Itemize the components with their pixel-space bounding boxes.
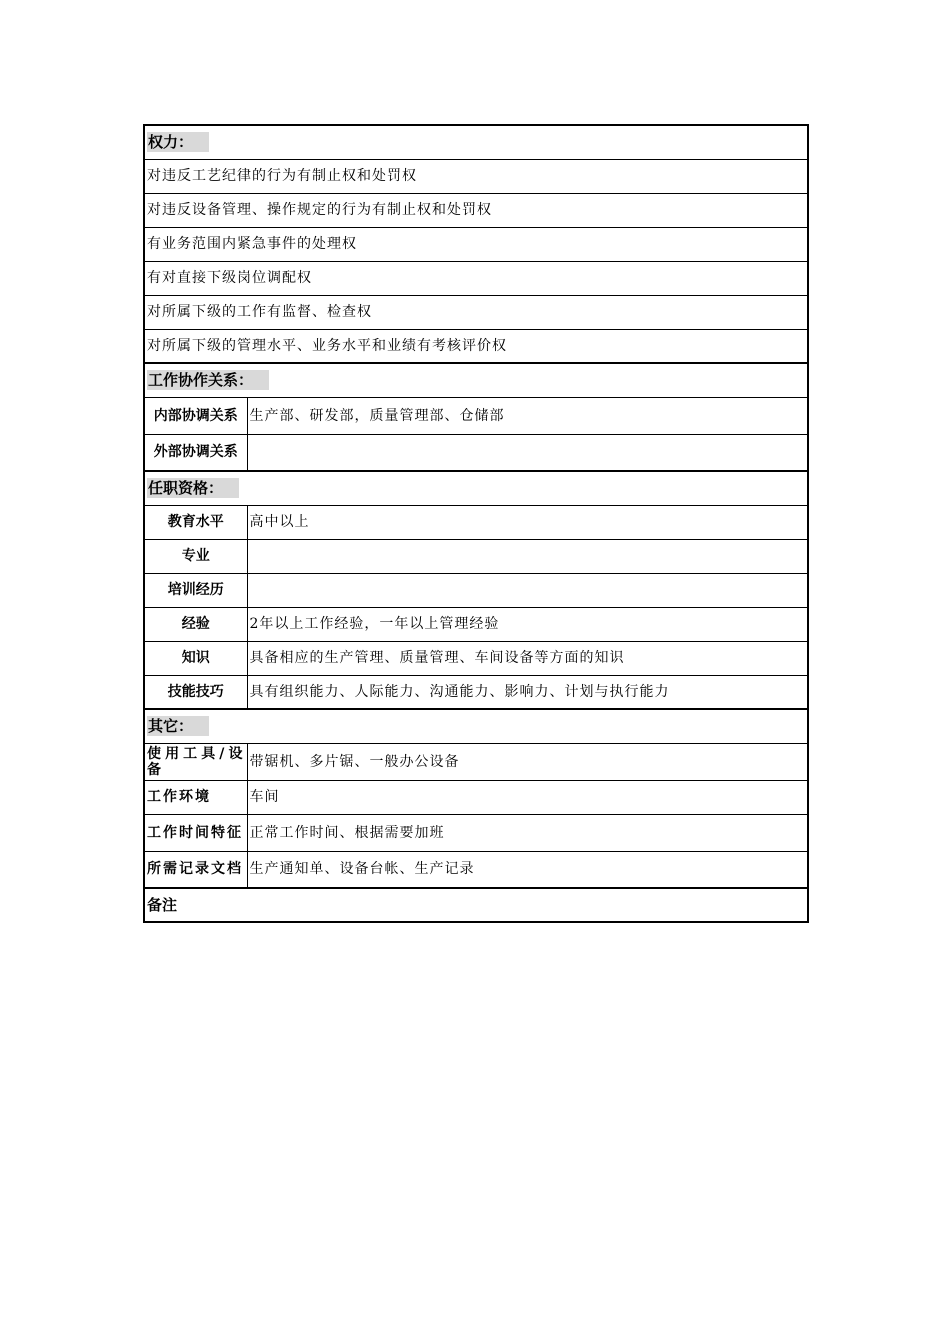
authority-item-text: 有对直接下级岗位调配权 (144, 261, 808, 295)
section-header-cooperation (144, 363, 808, 397)
other-label: 工作环境 (144, 780, 247, 814)
job-description-table (143, 124, 809, 923)
qualification-value: 具备相应的生产管理、质量管理、车间设备等方面的知识 (247, 641, 808, 675)
qualification-row (144, 641, 808, 675)
section-title-authority: 权力： (147, 132, 209, 152)
authority-item (144, 261, 808, 295)
qualification-label: 教育水平 (144, 505, 247, 539)
authority-item (144, 295, 808, 329)
authority-item (144, 193, 808, 227)
section-title-qualification: 任职资格： (147, 478, 239, 498)
qualification-row (144, 573, 808, 607)
section-header-authority (144, 125, 808, 159)
authority-item (144, 159, 808, 193)
qualification-value: 2年以上工作经验，一年以上管理经验 (247, 607, 808, 641)
section-header-qualification (144, 471, 808, 505)
section-header-other (144, 709, 808, 743)
qualification-value: 具有组织能力、人际能力、沟通能力、影响力、计划与执行能力 (247, 675, 808, 709)
other-value: 车间 (247, 780, 808, 814)
qualification-value (247, 573, 808, 607)
other-value: 带锯机、多片锯、一般办公设备 (247, 743, 808, 780)
other-row (144, 851, 808, 888)
other-label: 工作时间特征 (144, 814, 247, 851)
qualification-row (144, 539, 808, 573)
qualification-label: 专业 (144, 539, 247, 573)
cooperation-value (247, 434, 808, 471)
other-value: 生产通知单、设备台帐、生产记录 (247, 851, 808, 888)
section-title-remarks: 备注 (144, 888, 808, 922)
cooperation-row (144, 397, 808, 434)
authority-item (144, 329, 808, 363)
authority-item-text: 对违反工艺纪律的行为有制止权和处罚权 (144, 159, 808, 193)
authority-item-text: 对所属下级的工作有监督、检查权 (144, 295, 808, 329)
other-label: 使用工具/设备 (144, 743, 247, 780)
authority-item-text: 对所属下级的管理水平、业务水平和业绩有考核评价权 (144, 329, 808, 363)
cooperation-label: 外部协调关系 (144, 434, 247, 471)
other-row (144, 780, 808, 814)
qualification-value: 高中以上 (247, 505, 808, 539)
cooperation-value: 生产部、研发部，质量管理部、仓储部 (247, 397, 808, 434)
qualification-row (144, 505, 808, 539)
cooperation-row (144, 434, 808, 471)
qualification-label: 培训经历 (144, 573, 247, 607)
other-label: 所需记录文档 (144, 851, 247, 888)
other-row (144, 814, 808, 851)
qualification-row (144, 675, 808, 709)
section-header-remarks (144, 888, 808, 922)
qualification-value (247, 539, 808, 573)
qualification-label: 经验 (144, 607, 247, 641)
section-title-other: 其它： (147, 716, 209, 736)
authority-item-text: 对违反设备管理、操作规定的行为有制止权和处罚权 (144, 193, 808, 227)
section-title-cooperation: 工作协作关系： (147, 370, 269, 390)
qualification-label: 技能技巧 (144, 675, 247, 709)
authority-item (144, 227, 808, 261)
other-row (144, 743, 808, 780)
other-value: 正常工作时间、根据需要加班 (247, 814, 808, 851)
cooperation-label: 内部协调关系 (144, 397, 247, 434)
qualification-label: 知识 (144, 641, 247, 675)
qualification-row (144, 607, 808, 641)
authority-item-text: 有业务范围内紧急事件的处理权 (144, 227, 808, 261)
